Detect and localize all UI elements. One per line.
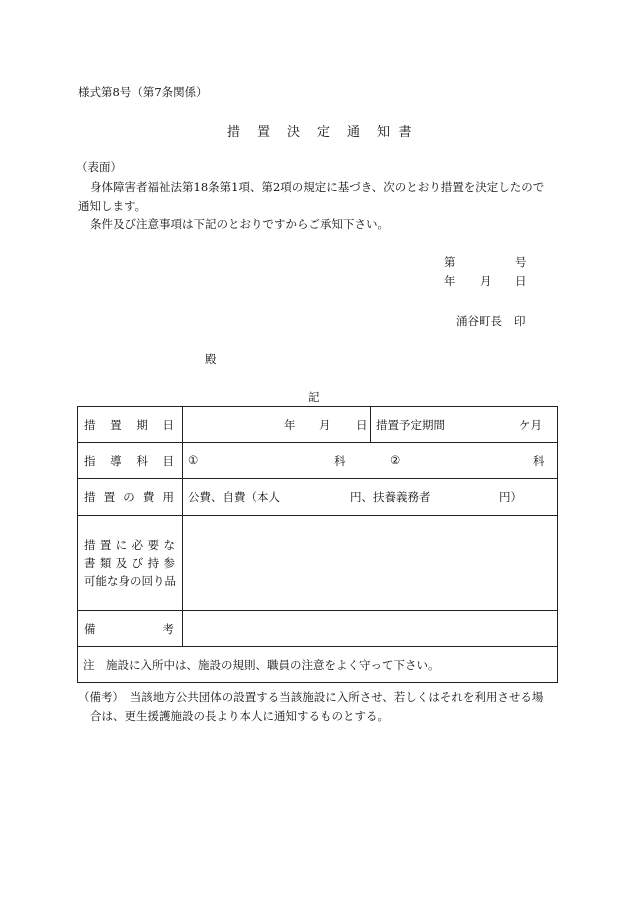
remarks-line-1: （備考） 当該地方公共団体の設置する当該施設に入所させ、若しくはそれを利用させる場 [78, 690, 544, 704]
label-cell [78, 611, 183, 647]
row-period-date [78, 407, 558, 443]
label-cell [78, 443, 183, 479]
year-unit: 年 [284, 417, 296, 432]
label-char: な [107, 574, 119, 588]
subject-unit-2: 科 [533, 453, 545, 468]
row-remarks [78, 611, 558, 647]
title-char: 定 [316, 125, 330, 140]
body-line-1: 身体障害者福祉法第18条第1項、第2項の規定に基づき、次のとおり措置を決定したので [90, 180, 545, 194]
date-month: 月 [480, 274, 492, 288]
ki-heading: 記 [308, 390, 320, 404]
label-char: び [131, 556, 144, 570]
decision-table [77, 406, 558, 683]
cost-cell [183, 479, 558, 516]
label-char: の [123, 490, 135, 504]
label-char: 置 [103, 490, 116, 504]
label-char: 書 [84, 556, 96, 570]
label-char: 必 [131, 538, 144, 552]
planned-period-label: 措置予定期間 [376, 417, 445, 432]
label-char: 品 [164, 574, 176, 588]
subject-mark-1: ① [188, 452, 199, 467]
title-char: 決 [286, 125, 300, 140]
row-note [78, 647, 558, 683]
label-char: の [130, 574, 142, 588]
label-char: 可 [84, 574, 96, 588]
row-belongings [78, 516, 558, 611]
doc-number-prefix: 第 [444, 255, 456, 269]
cost-yen-close: 円） [499, 490, 522, 504]
label-char: 科 [136, 453, 148, 468]
subject-mark-2: ② [390, 452, 401, 467]
label-char: 及 [115, 556, 128, 570]
label-cell [78, 479, 183, 516]
label-char: 参 [163, 556, 175, 570]
form-number: 様式第8号（第7条関係） [78, 85, 208, 99]
addressee-suffix: 殿 [205, 352, 217, 366]
document-title [0, 121, 630, 140]
belongings-value-cell[interactable] [183, 516, 558, 611]
side-label: （表面） [76, 160, 122, 174]
cost-guardian-label: 円、扶養義務者 [350, 490, 431, 504]
label-char: 置 [99, 538, 112, 552]
label-char: 類 [99, 556, 112, 570]
label-char: 期 [136, 417, 148, 432]
label-char: り [153, 574, 165, 588]
label-char: 措 [84, 538, 96, 552]
planned-period-cell [371, 407, 558, 443]
note-cell [78, 647, 558, 683]
remarks-value-cell[interactable] [183, 611, 558, 647]
row-subjects [78, 443, 558, 479]
subjects-cell [183, 443, 558, 479]
body-line-2: 通知します。 [78, 199, 147, 213]
date-day: 日 [515, 274, 527, 288]
label-char: 指 [84, 453, 96, 468]
title-char: 通 [346, 125, 360, 140]
seal-mark: 印 [514, 314, 526, 328]
day-unit: 日 [356, 417, 368, 432]
label-cell [78, 516, 183, 611]
title-char: 知 [376, 125, 390, 140]
label-char: 目 [162, 453, 174, 468]
note-text: 注 施設に入所中は、施設の規則、職員の注意をよく守って下さい。 [83, 657, 440, 672]
label-char: 置 [110, 417, 122, 432]
label-char: 用 [162, 490, 174, 504]
label-char: 備 [84, 621, 96, 636]
label-char: 要 [147, 538, 160, 552]
date-cell [183, 407, 371, 443]
row-cost [78, 479, 558, 516]
label-char: 日 [162, 417, 174, 432]
label-char: 回 [141, 574, 153, 588]
label-char: に [115, 538, 128, 552]
issuer: 涌谷町長 [456, 314, 502, 328]
label-char: 措 [84, 417, 96, 432]
subject-unit-1: 科 [334, 453, 346, 468]
label-char: 能 [95, 574, 107, 588]
doc-number-suffix: 号 [515, 255, 527, 269]
body-line-3: 条件及び注意事項は下記のとおりですからご承知下さい。 [90, 217, 389, 231]
month-unit: 月 [319, 417, 331, 432]
title-char: 置 [256, 125, 270, 140]
label-cell [78, 407, 183, 443]
title-char: 書 [398, 125, 412, 140]
remarks-line-2: 合は、更生援護施設の長より本人に通知するものとする。 [90, 709, 389, 723]
cost-self-label: 公費、自費（本人 [188, 490, 280, 504]
date-year: 年 [444, 274, 456, 288]
months-unit: ケ月 [519, 417, 542, 432]
label-char: 費 [142, 490, 155, 504]
label-char: 持 [147, 556, 160, 570]
label-char: 導 [110, 453, 122, 468]
label-char: 考 [162, 621, 174, 636]
label-char: な [163, 538, 175, 552]
title-char: 措 [226, 125, 240, 140]
label-char: 身 [118, 574, 130, 588]
label-char: 措 [84, 490, 96, 504]
